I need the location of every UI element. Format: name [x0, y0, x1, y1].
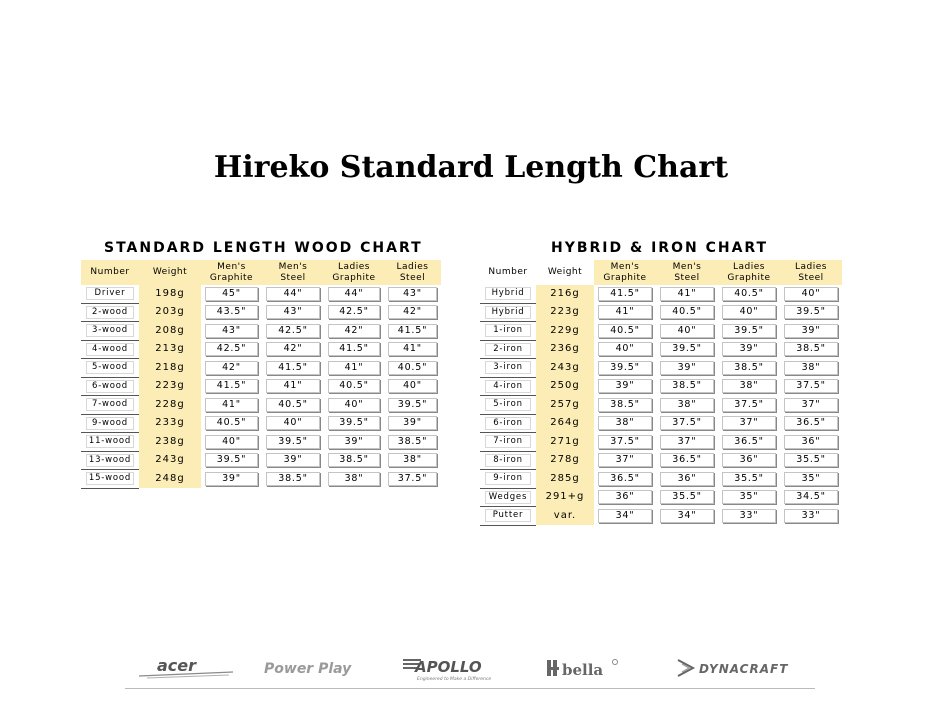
length-cell: 42"	[384, 303, 441, 322]
length-cell: 42.5"	[201, 340, 262, 359]
club-number-cell: 9-iron	[480, 470, 536, 489]
length-cell: 38.5"	[780, 340, 842, 359]
svg-text:APOLLO: APOLLO	[415, 658, 482, 676]
svg-text:Engineered to Make a Differenc: Engineered to Make a Difference	[417, 677, 491, 682]
wood-length-table	[81, 260, 441, 489]
length-cell: 40.5"	[324, 377, 384, 396]
length-cell: 40"	[384, 377, 441, 396]
weight-cell: 285g	[536, 470, 594, 489]
column-header-ladies-graphite: Ladies Graphite	[718, 260, 780, 285]
length-cell: 37.5"	[656, 414, 718, 433]
length-cell: 39"	[201, 470, 262, 489]
svg-text:Power Play: Power Play	[264, 661, 352, 677]
length-cell: 39.5"	[201, 451, 262, 470]
table-row	[480, 303, 842, 322]
club-number-cell: Hybrid	[480, 285, 536, 303]
column-header-mens-graphite: Men's Graphite	[201, 260, 262, 285]
table-row	[480, 488, 842, 507]
length-cell: 39"	[780, 322, 842, 341]
length-cell: 38"	[656, 396, 718, 415]
club-number-cell: 5-iron	[480, 396, 536, 415]
weight-cell: 208g	[139, 322, 201, 341]
length-cell: 37"	[780, 396, 842, 415]
svg-text:DYNACRAFT: DYNACRAFT	[699, 662, 789, 676]
weight-cell: 238g	[139, 433, 201, 452]
club-number-cell: 7-iron	[480, 433, 536, 452]
length-cell: 39"	[384, 414, 441, 433]
length-cell: 44"	[262, 285, 324, 303]
weight-cell: 228g	[139, 396, 201, 415]
length-cell: 41"	[594, 303, 656, 322]
length-cell: 37.5"	[594, 433, 656, 452]
length-cell: 44"	[324, 285, 384, 303]
length-cell: 42"	[324, 322, 384, 341]
length-cell: 43"	[201, 322, 262, 341]
length-cell: 41.5"	[201, 377, 262, 396]
length-cell: 42"	[201, 359, 262, 378]
length-cell: 40.5"	[384, 359, 441, 378]
length-cell: 40"	[262, 414, 324, 433]
table-row	[81, 396, 441, 415]
length-cell: 39.5"	[324, 414, 384, 433]
page-title: Hireko Standard Length Chart	[213, 150, 729, 185]
table-header-row	[81, 260, 441, 285]
club-number-cell: 4-iron	[480, 377, 536, 396]
length-cell: 38.5"	[262, 470, 324, 489]
length-cell: 41.5"	[324, 340, 384, 359]
column-header-mens-graphite: Men's Graphite	[594, 260, 656, 285]
length-cell: 38"	[594, 414, 656, 433]
length-cell: 41.5"	[384, 322, 441, 341]
length-cell: 34.5"	[780, 488, 842, 507]
length-cell: 39.5"	[656, 340, 718, 359]
weight-cell: 229g	[536, 322, 594, 341]
weight-cell: 233g	[139, 414, 201, 433]
table-row	[81, 470, 441, 489]
weight-cell: 243g	[139, 451, 201, 470]
club-number-cell: 15-wood	[81, 470, 139, 489]
table-row	[81, 414, 441, 433]
length-cell: 34"	[656, 507, 718, 526]
table-row	[81, 340, 441, 359]
club-number-cell: 8-iron	[480, 451, 536, 470]
length-cell: 38"	[718, 377, 780, 396]
length-cell: 40"	[656, 322, 718, 341]
club-number-cell: Putter	[480, 507, 536, 526]
table-row	[480, 377, 842, 396]
length-cell: 40.5"	[594, 322, 656, 341]
length-cell: 40"	[594, 340, 656, 359]
acer-logo	[137, 656, 237, 680]
length-cell: 41.5"	[262, 359, 324, 378]
length-cell: 38.5"	[718, 359, 780, 378]
length-cell: 39"	[262, 451, 324, 470]
length-cell: 39.5"	[594, 359, 656, 378]
table-row	[81, 377, 441, 396]
club-number-cell: 11-wood	[81, 433, 139, 452]
weight-cell: 203g	[139, 303, 201, 322]
length-cell: 43"	[262, 303, 324, 322]
length-cell: 36.5"	[656, 451, 718, 470]
weight-cell: 218g	[139, 359, 201, 378]
length-cell: 37.5"	[384, 470, 441, 489]
column-header-ladies-steel: Ladies Steel	[384, 260, 441, 285]
weight-cell: 213g	[139, 340, 201, 359]
column-header-number: Number	[81, 260, 139, 285]
length-cell: 36.5"	[780, 414, 842, 433]
length-cell: 35.5"	[780, 451, 842, 470]
length-cell: 39.5"	[262, 433, 324, 452]
length-cell: 41.5"	[594, 285, 656, 303]
table-row	[81, 285, 441, 303]
club-number-cell: 4-wood	[81, 340, 139, 359]
length-cell: 41"	[201, 396, 262, 415]
length-cell: 35"	[718, 488, 780, 507]
table-header-row	[480, 260, 842, 285]
length-cell: 39"	[324, 433, 384, 452]
table-row	[480, 285, 842, 303]
svg-text:acer: acer	[157, 656, 197, 675]
table-row	[480, 433, 842, 452]
column-header-weight: Weight	[139, 260, 201, 285]
length-cell: 40.5"	[718, 285, 780, 303]
length-cell: 36.5"	[594, 470, 656, 489]
column-header-ladies-steel: Ladies Steel	[780, 260, 842, 285]
apollo-logo	[401, 656, 491, 684]
length-cell: 36"	[594, 488, 656, 507]
table-row	[480, 470, 842, 489]
length-cell: 42.5"	[324, 303, 384, 322]
weight-cell: 257g	[536, 396, 594, 415]
length-cell: 41"	[262, 377, 324, 396]
weight-cell: 264g	[536, 414, 594, 433]
bella-logo	[545, 656, 625, 682]
table-row	[480, 359, 842, 378]
length-cell: 36"	[656, 470, 718, 489]
length-cell: 40.5"	[656, 303, 718, 322]
table-row	[480, 507, 842, 526]
table-row	[81, 451, 441, 470]
weight-cell: 223g	[536, 303, 594, 322]
weight-cell: 223g	[139, 377, 201, 396]
club-number-cell: 7-wood	[81, 396, 139, 415]
table-row	[81, 322, 441, 341]
iron-length-table	[480, 260, 842, 526]
club-number-cell: Hybrid	[480, 303, 536, 322]
club-number-cell: 6-wood	[81, 377, 139, 396]
club-number-cell: 1-iron	[480, 322, 536, 341]
table-row	[480, 451, 842, 470]
length-cell: 41"	[384, 340, 441, 359]
length-cell: 43.5"	[201, 303, 262, 322]
length-cell: 35.5"	[718, 470, 780, 489]
weight-cell: 198g	[139, 285, 201, 303]
length-cell: 40"	[324, 396, 384, 415]
power-play-logo	[262, 656, 362, 680]
length-cell: 36"	[780, 433, 842, 452]
length-cell: 33"	[780, 507, 842, 526]
column-header-mens-steel: Men's Steel	[262, 260, 324, 285]
weight-cell: 250g	[536, 377, 594, 396]
club-number-cell: Driver	[81, 285, 139, 303]
length-cell: 43"	[384, 285, 441, 303]
length-cell: 39"	[718, 340, 780, 359]
weight-cell: 278g	[536, 451, 594, 470]
weight-cell: 243g	[536, 359, 594, 378]
club-number-cell: 13-wood	[81, 451, 139, 470]
table-row	[480, 414, 842, 433]
svg-text:bella: bella	[562, 661, 604, 679]
length-cell: 42.5"	[262, 322, 324, 341]
weight-cell: 271g	[536, 433, 594, 452]
club-number-cell: Wedges	[480, 488, 536, 507]
length-cell: 40.5"	[262, 396, 324, 415]
sponsor-logo-strip	[125, 648, 815, 689]
length-cell: 36.5"	[718, 433, 780, 452]
length-cell: 39.5"	[718, 322, 780, 341]
length-cell: 42"	[262, 340, 324, 359]
length-cell: 38.5"	[656, 377, 718, 396]
weight-cell: 248g	[139, 470, 201, 489]
club-number-cell: 2-wood	[81, 303, 139, 322]
wood-chart-title: STANDARD LENGTH WOOD CHART	[104, 240, 423, 256]
column-header-weight: Weight	[536, 260, 594, 285]
table-row	[81, 433, 441, 452]
length-cell: 36"	[718, 451, 780, 470]
length-cell: 38"	[324, 470, 384, 489]
length-cell: 41"	[656, 285, 718, 303]
length-cell: 39.5"	[780, 303, 842, 322]
length-cell: 35.5"	[656, 488, 718, 507]
weight-cell: 291+g	[536, 488, 594, 507]
length-cell: 40"	[201, 433, 262, 452]
length-cell: 41"	[324, 359, 384, 378]
length-cell: 33"	[718, 507, 780, 526]
length-cell: 39.5"	[384, 396, 441, 415]
club-number-cell: 3-iron	[480, 359, 536, 378]
length-cell: 34"	[594, 507, 656, 526]
length-cell: 38"	[384, 451, 441, 470]
length-cell: 40"	[780, 285, 842, 303]
length-cell: 37"	[656, 433, 718, 452]
length-cell: 39"	[594, 377, 656, 396]
length-cell: 39"	[656, 359, 718, 378]
weight-cell: 216g	[536, 285, 594, 303]
length-cell: 37"	[718, 414, 780, 433]
length-cell: 40"	[718, 303, 780, 322]
table-row	[81, 303, 441, 322]
column-header-ladies-graphite: Ladies Graphite	[324, 260, 384, 285]
club-number-cell: 2-iron	[480, 340, 536, 359]
length-cell: 35"	[780, 470, 842, 489]
weight-cell: 236g	[536, 340, 594, 359]
column-header-number: Number	[480, 260, 536, 285]
column-header-mens-steel: Men's Steel	[656, 260, 718, 285]
length-cell: 37"	[594, 451, 656, 470]
club-number-cell: 9-wood	[81, 414, 139, 433]
length-cell: 38.5"	[594, 396, 656, 415]
club-number-cell: 6-iron	[480, 414, 536, 433]
dynacraft-logo	[675, 656, 810, 682]
length-cell: 45"	[201, 285, 262, 303]
length-cell: 38"	[780, 359, 842, 378]
length-cell: 37.5"	[718, 396, 780, 415]
iron-chart-title: HYBRID & IRON CHART	[551, 240, 769, 256]
table-row	[480, 396, 842, 415]
weight-cell: var.	[536, 507, 594, 526]
table-row	[81, 359, 441, 378]
length-cell: 38.5"	[384, 433, 441, 452]
table-row	[480, 322, 842, 341]
club-number-cell: 5-wood	[81, 359, 139, 378]
length-cell: 37.5"	[780, 377, 842, 396]
club-number-cell: 3-wood	[81, 322, 139, 341]
length-cell: 38.5"	[324, 451, 384, 470]
table-row	[480, 340, 842, 359]
length-cell: 40.5"	[201, 414, 262, 433]
